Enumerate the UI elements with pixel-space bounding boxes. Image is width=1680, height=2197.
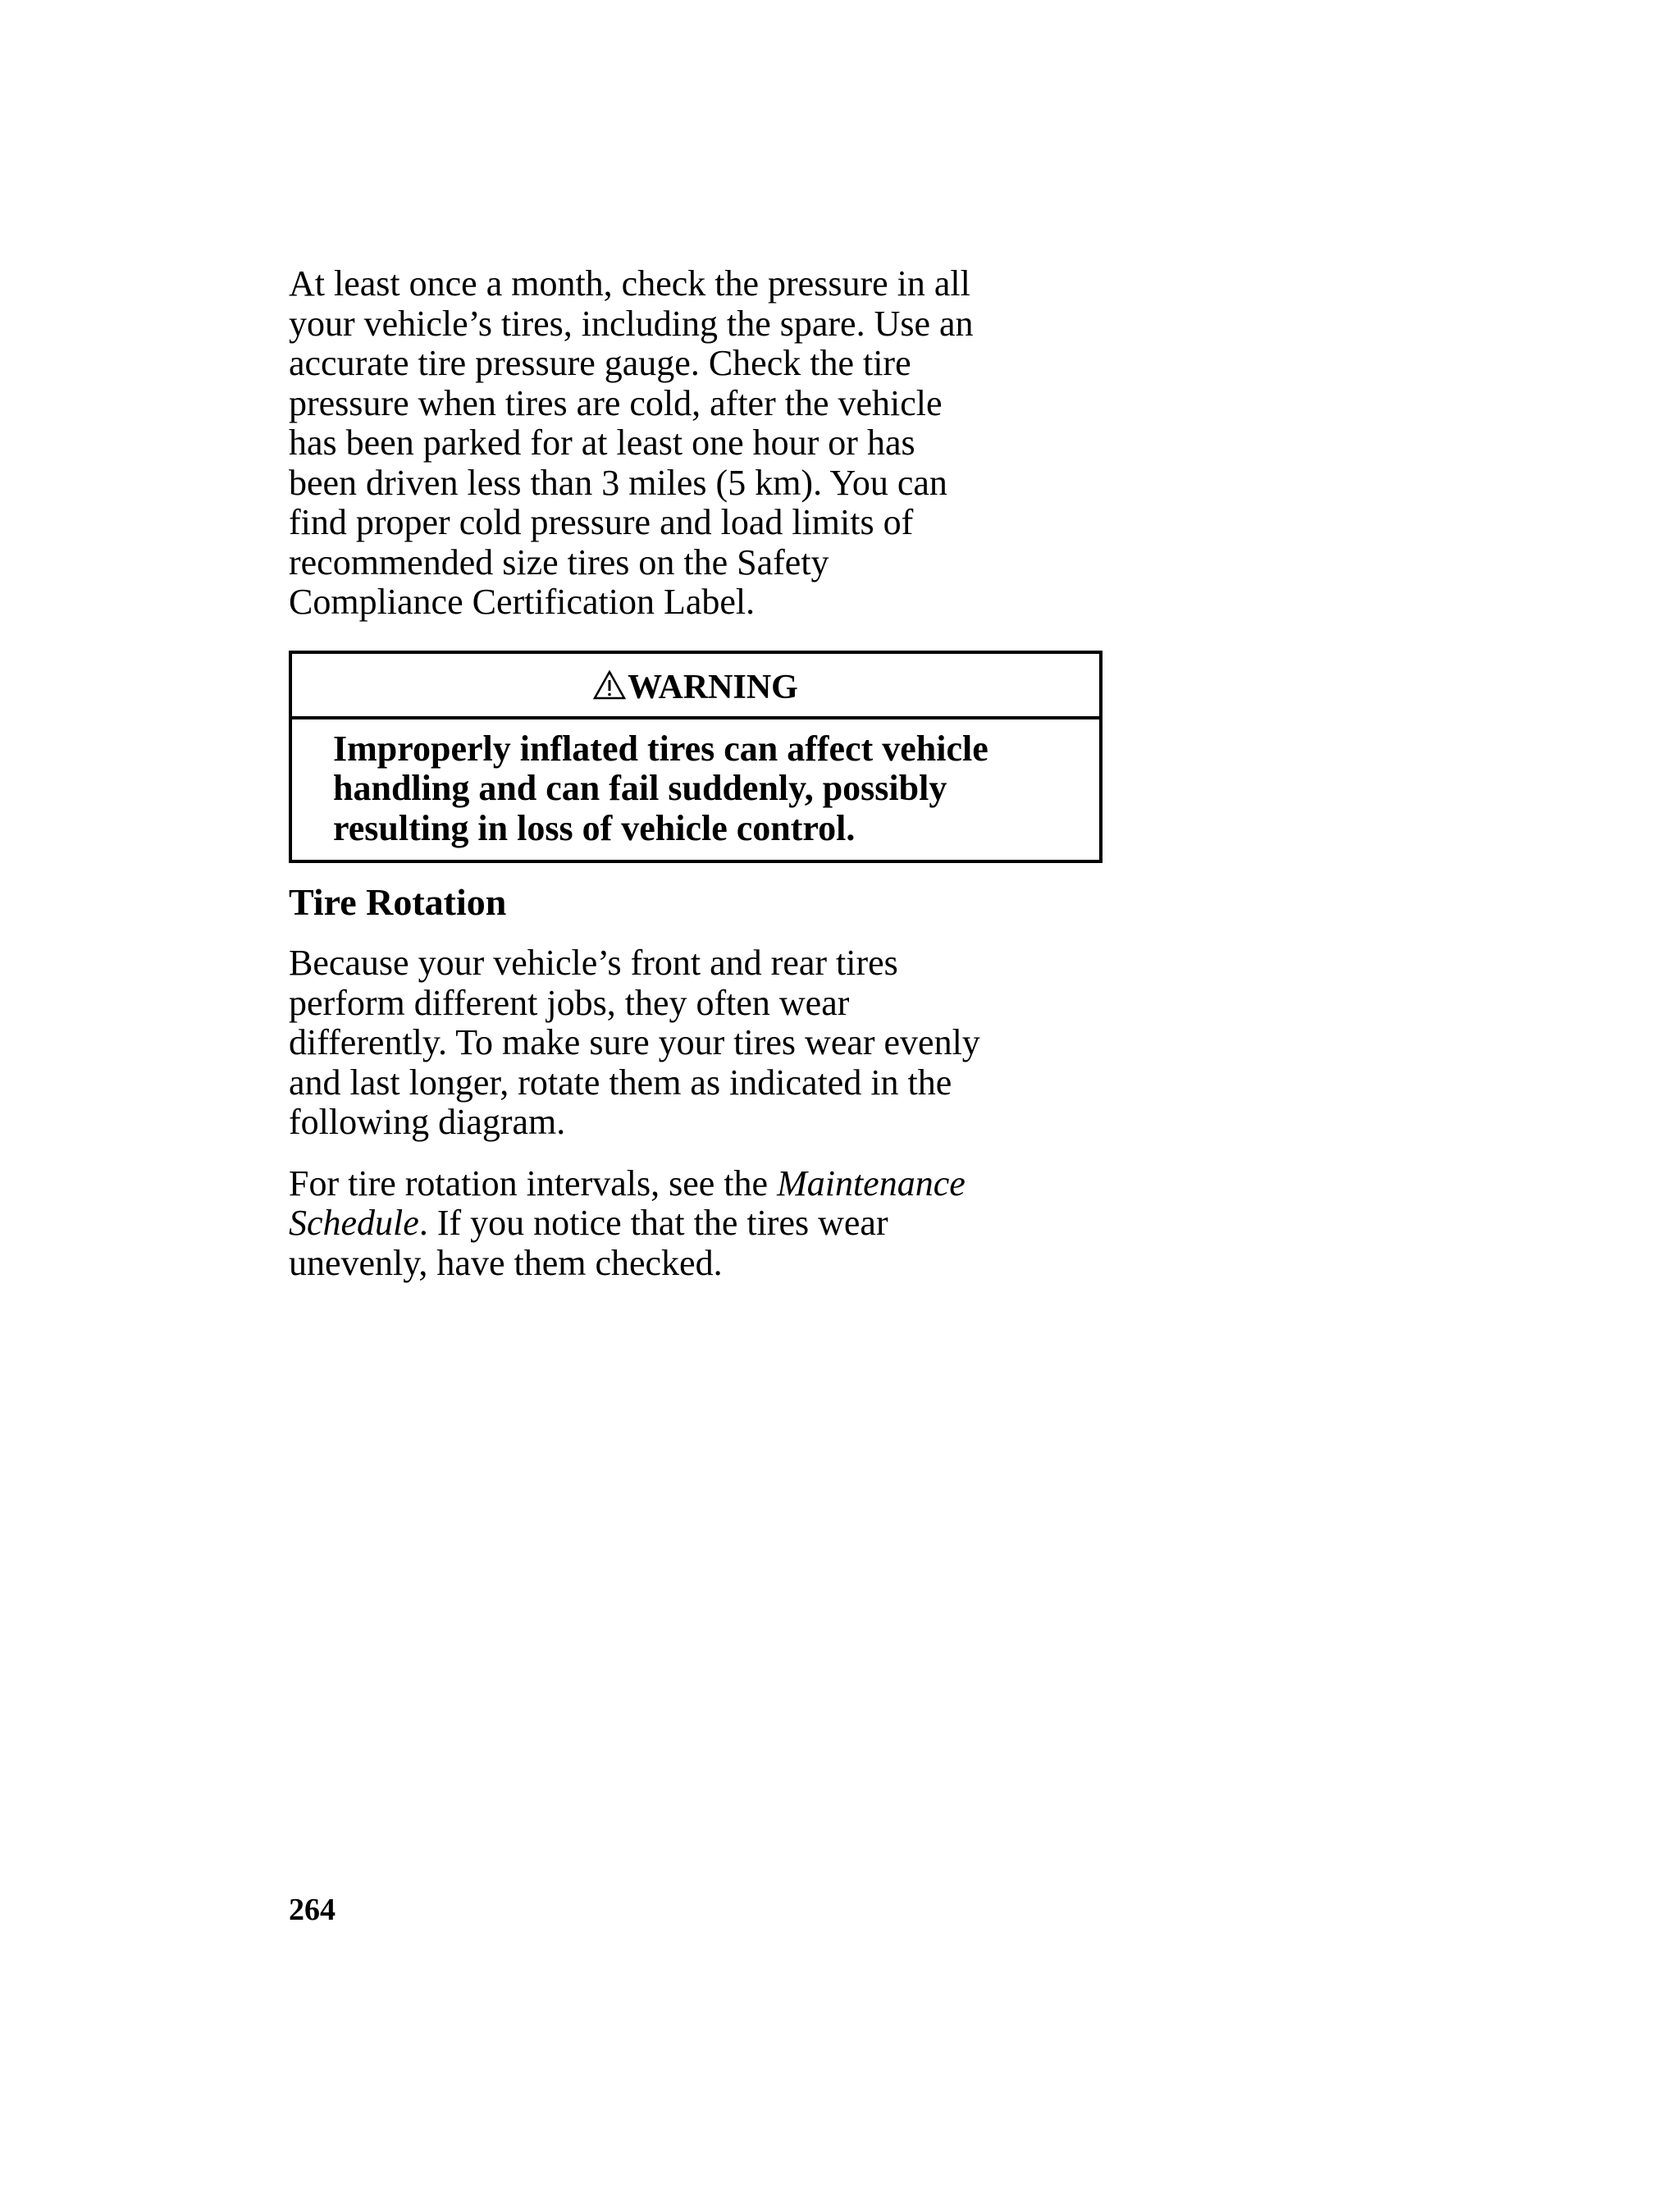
text-line: your vehicle’s tires, including the spare. Use an bbox=[289, 303, 974, 344]
text-line: unevenly, have them checked. bbox=[289, 1242, 723, 1283]
rotation-paragraph bbox=[289, 943, 1109, 1143]
page-content bbox=[289, 264, 1109, 1283]
text-run: For tire rotation intervals, see the bbox=[289, 1162, 778, 1204]
warning-text bbox=[292, 719, 1099, 861]
warning-line: resulting in loss of vehicle control. bbox=[333, 807, 856, 848]
intro-paragraph bbox=[289, 264, 1109, 623]
section-heading: Tire Rotation bbox=[289, 881, 507, 923]
text-run: . If you notice that the tires wear bbox=[418, 1203, 888, 1243]
text-line: recommended size tires on the Safety bbox=[289, 541, 829, 582]
warning-box bbox=[289, 651, 1102, 864]
text-line: Because your vehicle’s front and rear tires bbox=[289, 943, 898, 983]
warning-triangle-icon bbox=[593, 669, 626, 699]
text-line: find proper cold pressure and load limits of bbox=[289, 502, 914, 542]
text-line: been driven less than 3 miles (5 km). You can bbox=[289, 462, 947, 503]
text-line: differently. To make sure your tires wear evenly bbox=[289, 1022, 980, 1062]
maintenance-schedule-reference: Schedule bbox=[289, 1203, 419, 1243]
warning-header bbox=[292, 654, 1099, 719]
interval-paragraph bbox=[289, 1164, 1109, 1284]
page-number: 264 bbox=[289, 1893, 336, 1927]
text-line: and last longer, rotate them as indicated in the bbox=[289, 1062, 952, 1103]
text-line: At least once a month, check the pressure in all bbox=[289, 263, 970, 304]
text-line: pressure when tires are cold, after the vehicle bbox=[289, 382, 943, 423]
warning-title: WARNING bbox=[628, 668, 798, 706]
warning-line: handling and can fail suddenly, possibly bbox=[333, 768, 947, 808]
text-line: has been parked for at least one hour or has bbox=[289, 422, 915, 463]
warning-line: Improperly inflated tires can affect vehicle bbox=[333, 728, 988, 769]
text-line bbox=[289, 1204, 1109, 1244]
text-line: accurate tire pressure gauge. Check the tire bbox=[289, 343, 911, 383]
text-line: perform different jobs, they often wear bbox=[289, 982, 850, 1023]
text-line: Compliance Certification Label. bbox=[289, 582, 756, 622]
maintenance-schedule-reference: Maintenance bbox=[777, 1162, 966, 1204]
text-line: following diagram. bbox=[289, 1102, 566, 1142]
text-line bbox=[289, 1164, 1109, 1204]
